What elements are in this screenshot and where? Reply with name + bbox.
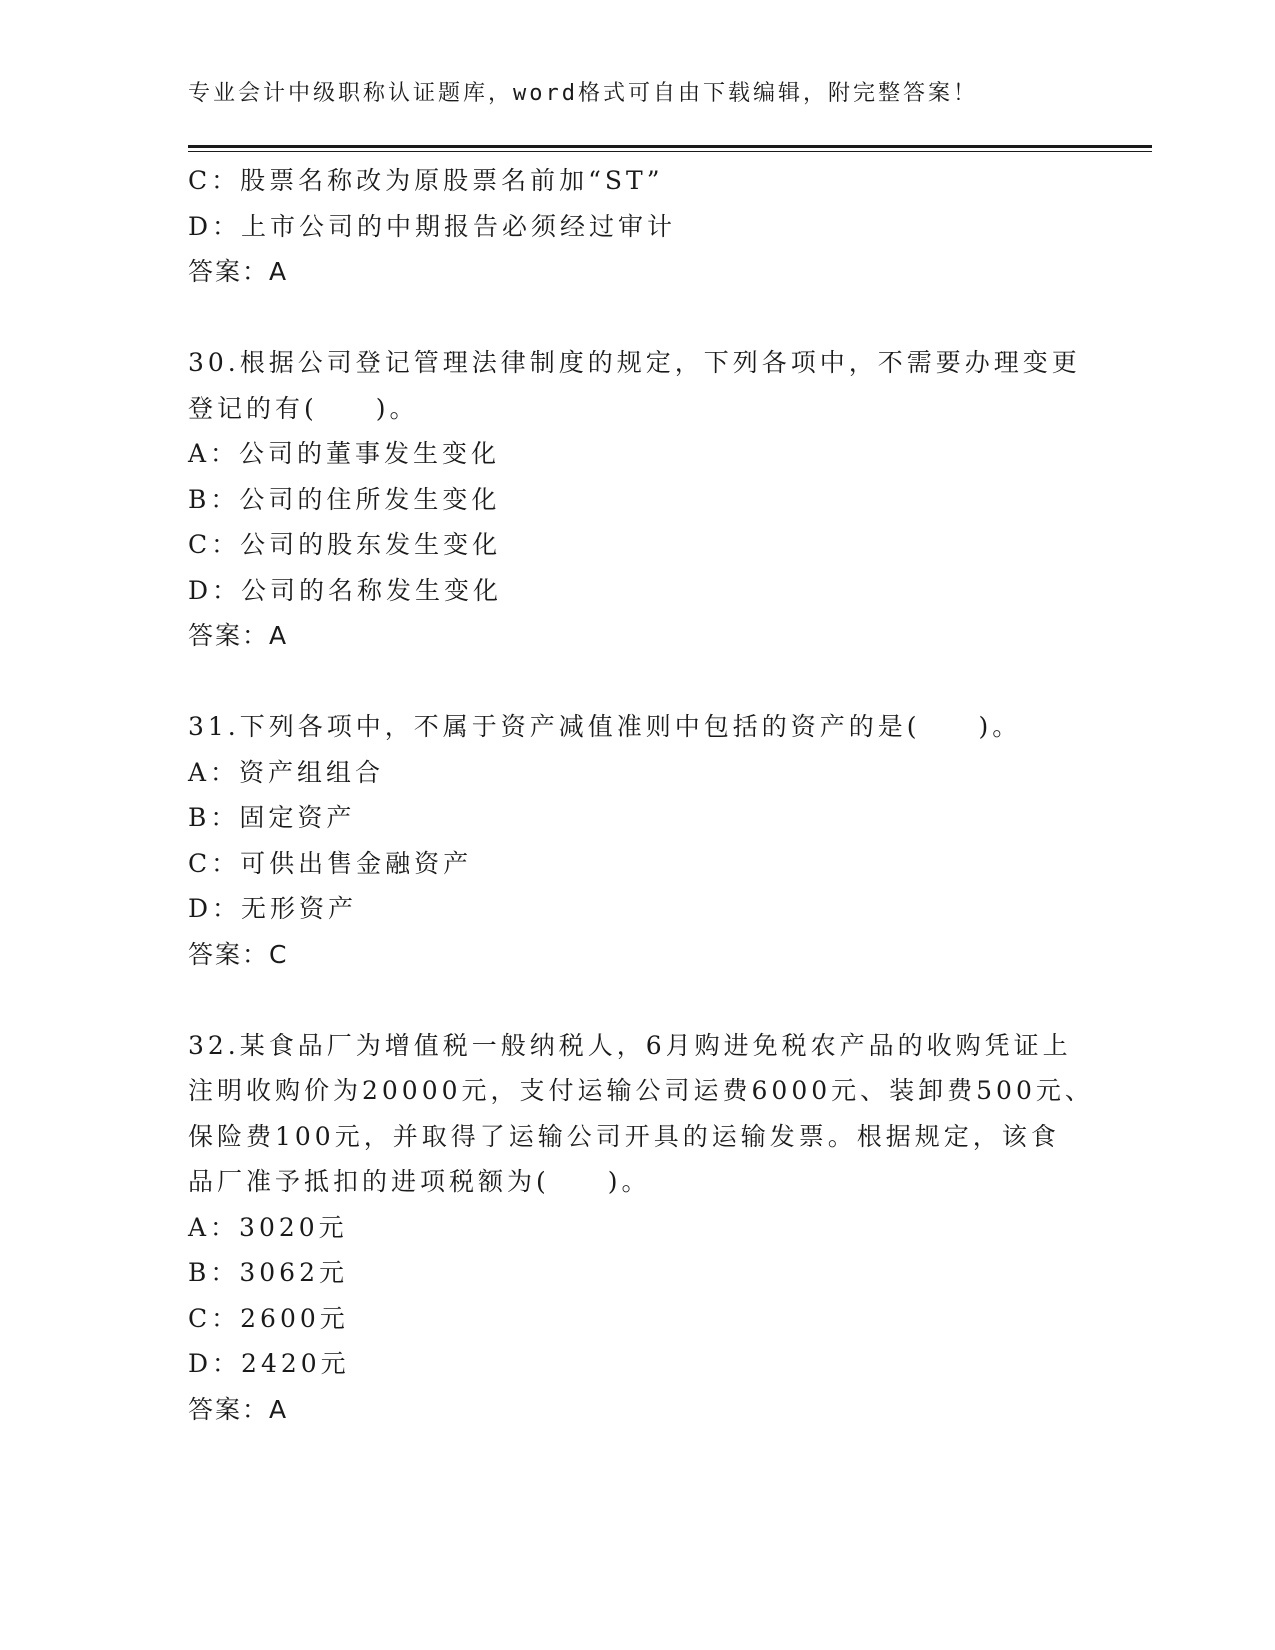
question-stem-line: 品厂准予抵扣的进项税额为( )。 bbox=[188, 1167, 651, 1196]
option-a: A：资产组组合 bbox=[188, 757, 385, 787]
option-b: B：公司的住所发生变化 bbox=[188, 484, 501, 514]
question-30 bbox=[188, 340, 1088, 659]
option-d: D：2420元 bbox=[188, 1349, 350, 1378]
option-c: C：2600元 bbox=[188, 1303, 349, 1333]
question-content bbox=[188, 158, 1094, 1432]
option-b: B：固定资产 bbox=[188, 803, 356, 832]
question-32 bbox=[188, 1023, 1094, 1433]
option-d: D：公司的名称发生变化 bbox=[188, 575, 503, 605]
answer-line: 答案：C bbox=[188, 939, 289, 969]
option-a: A：公司的董事发生变化 bbox=[188, 439, 501, 468]
option-d: D：无形资产 bbox=[188, 894, 358, 923]
option-a: A：3020元 bbox=[188, 1212, 348, 1242]
spacer bbox=[188, 977, 1088, 1023]
spacer bbox=[188, 659, 1088, 705]
page-header: 专业会计中级职称认证题库，word格式可自由下载编辑，附完整答案！ bbox=[188, 81, 978, 106]
option-c: C：股票名称改为原股票名前加“ST” bbox=[188, 166, 664, 195]
question-stem-line: 保险费100元，并取得了运输公司开具的运输发票。根据规定，该食 bbox=[188, 1121, 1060, 1151]
header-rule-thick bbox=[188, 145, 1152, 148]
answer-line: 答案：A bbox=[188, 257, 289, 286]
answer-line: 答案：A bbox=[188, 1394, 289, 1424]
option-d: D：上市公司的中期报告必须经过审计 bbox=[188, 211, 677, 241]
question-31 bbox=[188, 704, 1088, 977]
answer-line: 答案：A bbox=[188, 621, 289, 650]
question-stem-line: 30.根据公司登记管理法律制度的规定，下列各项中，不需要办理变更 bbox=[188, 348, 1081, 377]
header-rule-thin bbox=[188, 151, 1152, 152]
question-stem-line: 31.下列各项中，不属于资产减值准则中包括的资产的是( )。 bbox=[188, 712, 1022, 741]
spacer bbox=[188, 295, 1088, 341]
prev-question-block bbox=[188, 158, 1088, 295]
option-b: B：3062元 bbox=[188, 1258, 348, 1287]
question-stem-line: 登记的有( )。 bbox=[188, 393, 419, 423]
question-stem-line: 注明收购价为20000元，支付运输公司运费6000元、装卸费500元、 bbox=[188, 1076, 1094, 1105]
option-c: C：公司的股东发生变化 bbox=[188, 530, 502, 559]
question-stem-line: 32.某食品厂为增值税一般纳税人，6月购进免税农产品的收购凭证上 bbox=[188, 1030, 1072, 1060]
option-c: C：可供出售金融资产 bbox=[188, 848, 473, 878]
